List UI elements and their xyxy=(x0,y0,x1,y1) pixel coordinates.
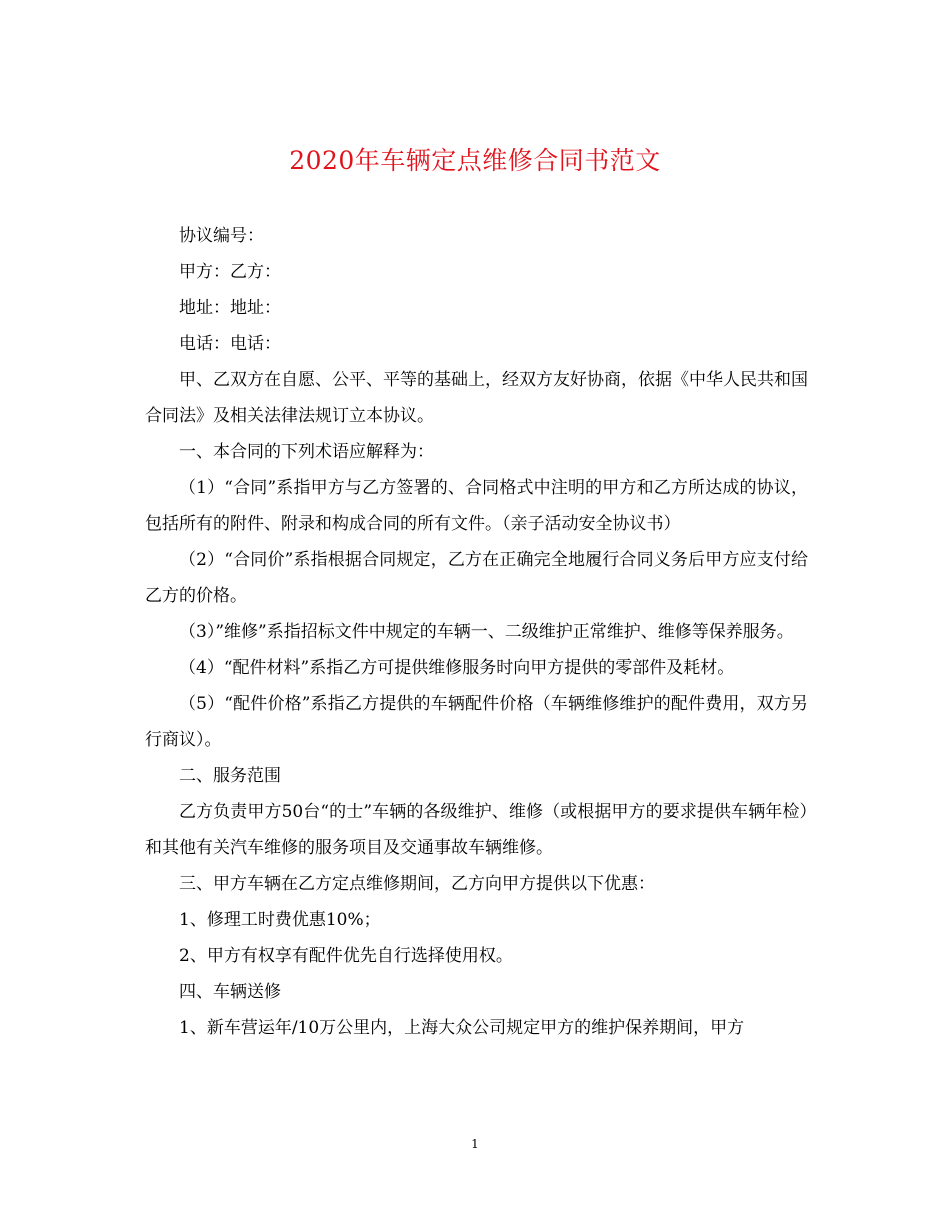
definition-item: （2）“合同价”系指根据合同规定，乙方在正确完全地履行合同义务后甲方应支付给乙方的价格。 xyxy=(145,550,808,606)
section-heading: 一、本合同的下列术语应解释为： xyxy=(179,442,434,462)
list-item: 1、新车营运年/10万公里内，上海大众公司规定甲方的维护保养期间，甲方 xyxy=(179,1018,745,1038)
definition-item: （5）“配件价格”系指乙方提供的车辆配件价格（车辆维修维护的配件费用，双方另行商议）。 xyxy=(145,694,808,750)
paragraph: 电话：电话： xyxy=(179,334,281,354)
paragraph: 乙方负责甲方50台“的士”车辆的各级维护、维修（或根据甲方的要求提供车辆年检）和其他有关汽车维修的服务项目及交通事故车辆维修。 xyxy=(145,802,808,858)
paragraph: 地址：地址： xyxy=(179,298,281,318)
list-item: 1、修理工时费优惠10%； xyxy=(179,910,381,930)
section-heading: 二、服务范围 xyxy=(179,766,281,786)
definition-item: （1）“合同”系指甲方与乙方签署的、合同格式中注明的甲方和乙方所达成的协议，包括所有的附件、附录和构成合同的所有文件。（亲子活动安全协议书） xyxy=(145,478,808,534)
paragraph: 甲方：乙方： xyxy=(179,262,281,282)
page-number: 1 xyxy=(471,1137,479,1151)
document-title: 2020年车辆定点维修合同书范文 xyxy=(289,146,661,175)
document-body xyxy=(145,218,808,1046)
paragraph: 甲、乙双方在自愿、公平、平等的基础上，经双方友好协商，依据《中华人民共和国合同法》及相关法律法规订立本协议。 xyxy=(145,370,808,426)
definition-item: （4）“配件材料”系指乙方可提供维修服务时向甲方提供的零部件及耗材。 xyxy=(179,658,735,678)
list-item: 2、甲方有权享有配件优先自行选择使用权。 xyxy=(179,946,513,966)
definition-item: （3）”维修”系指招标文件中规定的车辆一、二级维护正常维护、维修等保养服务。 xyxy=(179,622,794,642)
paragraph: 协议编号： xyxy=(179,226,264,246)
section-heading: 三、甲方车辆在乙方定点维修期间，乙方向甲方提供以下优惠： xyxy=(179,874,655,894)
section-heading: 四、车辆送修 xyxy=(179,982,281,1002)
